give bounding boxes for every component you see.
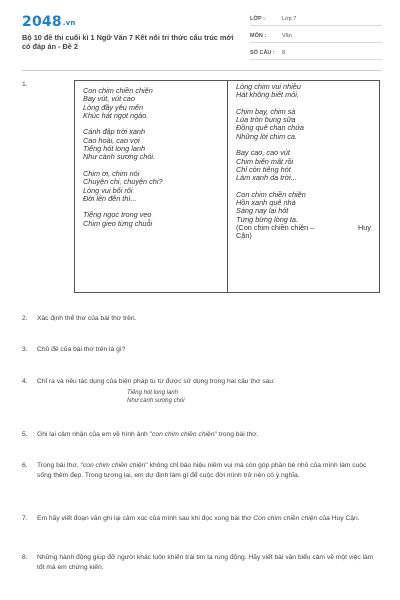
meta-label: MÔN :: [250, 32, 267, 39]
poem-line: Làm xanh da trời...: [236, 173, 297, 183]
poem-line: Đời lên đến thì...: [83, 193, 137, 203]
text-italic: con chim chiền chiện: [152, 431, 215, 438]
meta-class-row: [250, 12, 382, 26]
question-number: 4.: [22, 378, 28, 385]
poem-table: [74, 80, 380, 293]
credit-part: Cận): [236, 231, 252, 241]
poem-line: Con chim chiền chiện: [83, 86, 153, 95]
question-number: 1.: [22, 81, 28, 88]
poem-line: Hát không biết mỏi.: [236, 90, 299, 100]
poem-line: Lòng đầy yêu mến: [83, 102, 144, 112]
poem-line: Chuyện chi, chuyện chi?: [83, 177, 163, 187]
question-3: [22, 345, 382, 355]
quote-line: Như cành sương chói: [127, 397, 185, 404]
question-number: 8.: [22, 554, 28, 561]
meta-panel: [250, 12, 382, 63]
poem-line: Bay cao, cao vút: [236, 148, 290, 158]
question-text: [37, 461, 382, 480]
meta-label: SỐ CÂU :: [250, 49, 275, 56]
question-text: Những hành động giúp đỡ người khác luôn khiến trái tim ta rung động. Hãy viết bài văn biểu cảm về một việc làm tốt mà em chứng kiến.: [37, 554, 374, 571]
poem-line: Con chim chiền chiện: [236, 189, 306, 199]
header-divider: [22, 70, 382, 71]
question-number: 3.: [22, 346, 28, 353]
poem-line: Chim bay, chim sà: [236, 106, 296, 116]
question-4: [22, 377, 382, 405]
question-number: 2.: [22, 315, 28, 322]
poem-line: Chim ơi, chim nói: [83, 168, 140, 178]
credit-part: (Con chim chiền chiện –: [236, 223, 315, 233]
question-text: Xác định thể thơ của bài thơ trên.: [37, 315, 137, 322]
poem-line: Tưng bừng lòng ta.: [236, 214, 298, 224]
meta-count-row: [250, 46, 382, 60]
meta-label: LỚP :: [250, 15, 265, 22]
meta-value: 8: [282, 49, 286, 56]
credit-part: Huy: [358, 223, 371, 233]
question-number: 5.: [22, 431, 28, 438]
text-part: " trong bài thơ.: [214, 431, 259, 438]
question-number: 7.: [22, 515, 28, 522]
text-italic: con chim chiền chiện: [82, 462, 146, 469]
poem-line: Chim gieo từng chuỗi: [83, 218, 153, 228]
text-part: Em hãy viết đoạn văn ghi lại cảm xúc của mình sau khi đọc xong bài thơ: [37, 515, 254, 522]
text-part: " không chỉ báo hiệu niềm vui mà còn góp phần bé nhỏ của mình làm cuộc sống thêm đẹp. Trong tương lai, em dự định làm gì để cuộc đời mình trở nên có ý nghĩa.: [37, 462, 367, 479]
document-title: Bộ 10 đề thi cuối kì 1 Ngữ Văn 7 Kết nối tri thức cấu trúc mới có đáp án - Đề 2: [22, 33, 234, 51]
poem-line: Chỉ còn tiếng hót: [236, 164, 291, 174]
meta-value: Văn: [282, 32, 292, 39]
poem-line: Lòng chim vui nhiều: [236, 82, 301, 91]
poem-line: Sáng nay lại hót: [236, 206, 289, 216]
poem-right-column: [227, 81, 379, 292]
logo-text: 2048: [22, 14, 62, 30]
poem-line: Những lời chim ca.: [236, 131, 297, 141]
question-text: [37, 430, 382, 440]
poem-line: Cánh đập trời xanh: [83, 127, 146, 137]
poem-line: Lòng vui bối rối: [83, 185, 133, 195]
text-italic: Con chim chiền chiện: [253, 515, 318, 522]
question-5: [22, 430, 382, 440]
question-text: [37, 514, 382, 524]
poem-line: Hồn xanh quê nhà: [236, 198, 296, 208]
poem-line: Khúc hát ngọt ngào.: [83, 110, 149, 120]
question-7: [22, 514, 382, 524]
poem-line: Như cành sương chói.: [83, 152, 156, 162]
meta-value: Lớp 7: [282, 15, 297, 22]
poem-line: Lúa tròn bụng sữa: [236, 115, 296, 125]
text-part: Ghi lại cảm nhận của em về hình ảnh ": [37, 431, 153, 438]
poem-line: Đồng quê chan chứa: [236, 123, 304, 133]
poem-line: Chim biến mất rồi: [236, 156, 294, 166]
question-number: 6.: [22, 462, 28, 469]
poem-line: Cao hoài, cao vợi: [83, 135, 140, 145]
quote-line: Tiếng hót long lanh: [127, 389, 178, 396]
poem-line: Tiếng hót long lanh: [83, 144, 146, 154]
quoted-verse: [127, 389, 382, 405]
poem-credit: [236, 224, 379, 232]
question-text: Chỉ ra và nêu tác dụng của biện pháp tu từ được sử dụng trong hai câu thơ sau:: [37, 378, 275, 385]
logo-suffix: .vn: [62, 19, 76, 27]
question-2: [22, 314, 382, 324]
question-8: [22, 553, 382, 572]
question-text: Chủ đề của bài thơ trên là gì?: [37, 346, 126, 353]
poem-line: Tiếng ngọc trong veo: [83, 210, 152, 220]
poem-left-column: [75, 81, 227, 292]
text-part: của Huy Cận.: [317, 515, 360, 522]
text-part: Trong bài thơ, ": [37, 462, 83, 469]
poem-line: Bay vút, vút cao: [83, 94, 135, 104]
site-logo[interactable]: [22, 14, 76, 30]
meta-subject-row: [250, 29, 382, 43]
question-6: [22, 461, 382, 480]
